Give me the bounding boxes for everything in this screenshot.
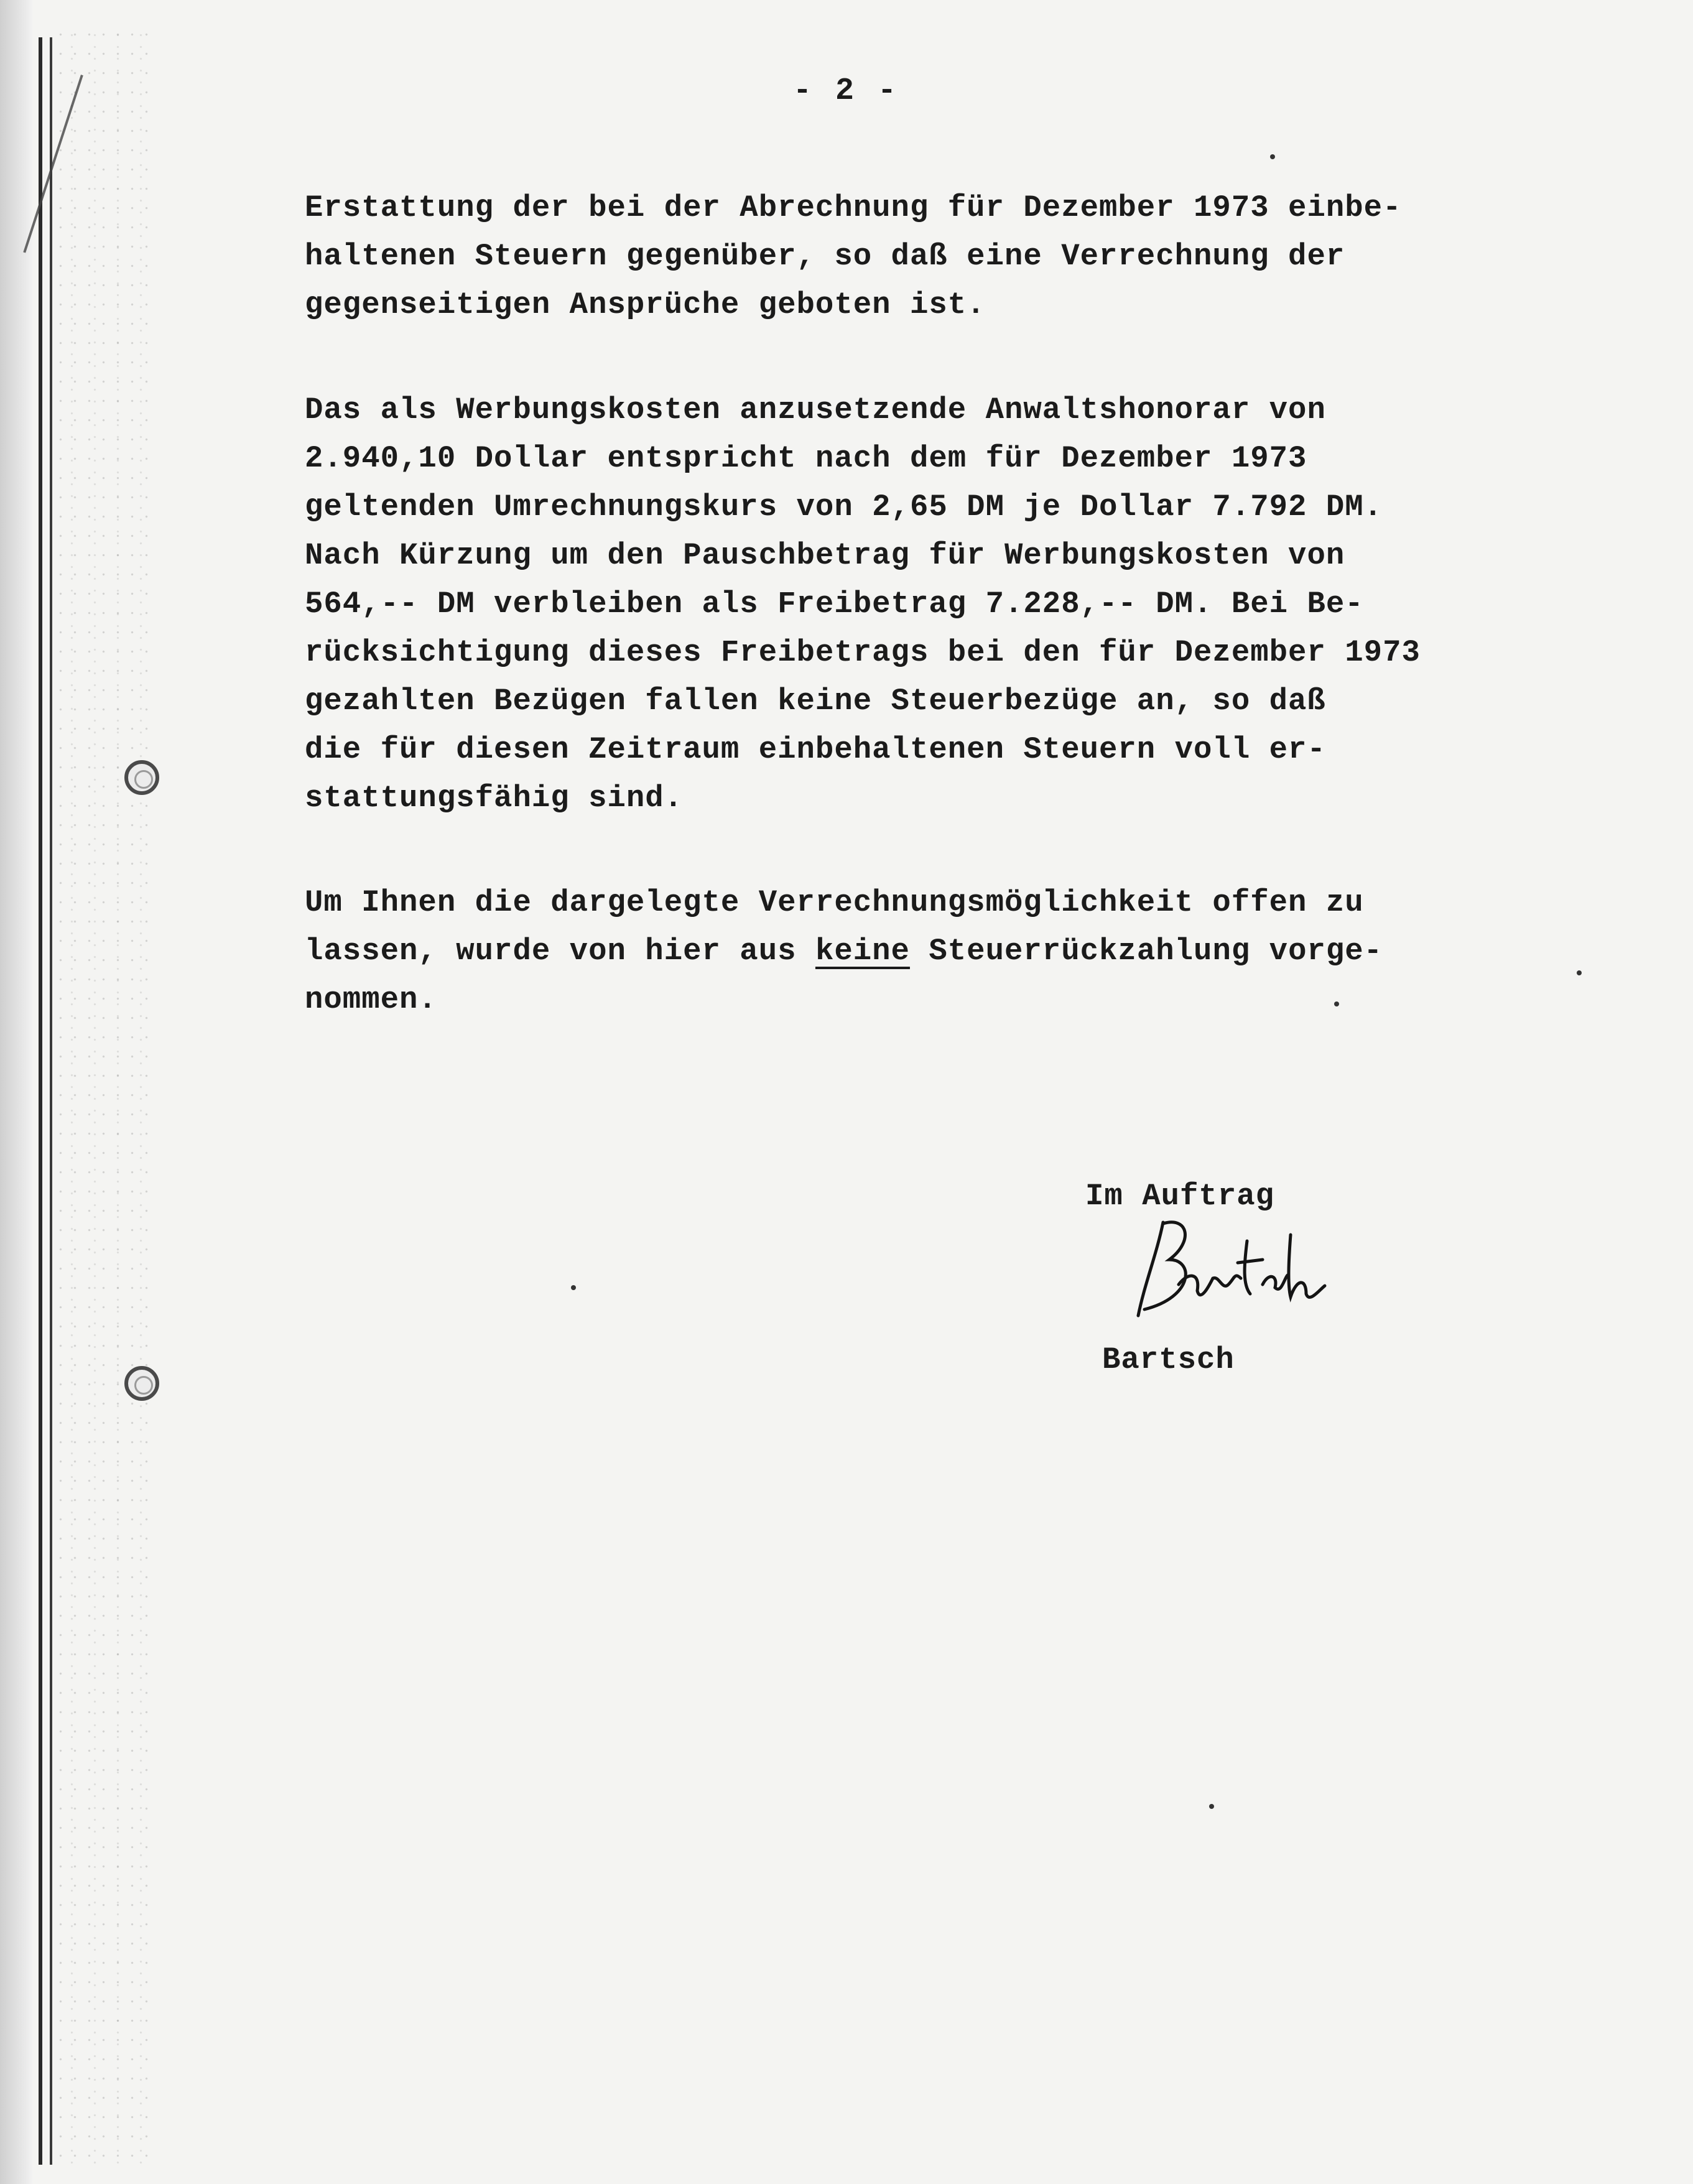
- underlined-word: keine: [815, 934, 910, 969]
- paragraph-3: [305, 878, 1468, 1024]
- punch-hole-icon: [124, 760, 159, 795]
- text-line: Um Ihnen die dargelegte Verrechnungsmöglichkeit offen zu: [305, 885, 1364, 920]
- text-line: gegenseitigen Ansprüche geboten ist.: [305, 287, 986, 322]
- scan-speck: [571, 1285, 576, 1290]
- scan-speck: [1334, 1001, 1339, 1006]
- signer-name: Bartsch: [1102, 1342, 1235, 1377]
- text-line: nommen.: [305, 982, 437, 1017]
- handwritten-signature-icon: [1120, 1216, 1331, 1322]
- text-segment: Steuerrückzahlung vorge-: [909, 934, 1383, 969]
- binding-edge: [0, 0, 32, 2184]
- paragraph-1: [305, 184, 1468, 329]
- punch-hole-icon: [124, 1366, 159, 1401]
- text-line: geltenden Umrechnungskurs von 2,65 DM je Dollar 7.792 DM.: [305, 490, 1383, 524]
- scan-speck: [1209, 1804, 1214, 1809]
- text-line: die für diesen Zeitraum einbehaltenen Steuern voll er-: [305, 732, 1326, 767]
- text-line: 2.940,10 Dollar entspricht nach dem für Dezember 1973: [305, 441, 1307, 476]
- text-line: [305, 927, 1468, 975]
- text-segment: lassen, wurde von hier aus: [305, 934, 815, 969]
- text-line: Das als Werbungskosten anzusetzende Anwaltshonorar von: [305, 393, 1326, 427]
- page-number: - 2 -: [792, 73, 899, 109]
- closing-phrase: Im Auftrag: [1085, 1179, 1275, 1214]
- text-line: haltenen Steuern gegenüber, so daß eine Verrechnung der: [305, 239, 1345, 274]
- scan-speck: [1270, 154, 1275, 159]
- text-line: Erstattung der bei der Abrechnung für Dezember 1973 einbe-: [305, 190, 1402, 225]
- text-line: Nach Kürzung um den Pauschbetrag für Werbungskosten von: [305, 538, 1345, 573]
- text-line: 564,-- DM verbleiben als Freibetrag 7.228,-- DM. Bei Be-: [305, 587, 1364, 621]
- scan-speck: [1577, 970, 1582, 975]
- scan-noise: [53, 25, 159, 2165]
- binding-line: [50, 37, 52, 2165]
- text-line: stattungsfähig sind.: [305, 781, 684, 816]
- text-line: gezahlten Bezügen fallen keine Steuerbezüge an, so daß: [305, 684, 1326, 718]
- paragraph-2: [305, 386, 1468, 822]
- binding-line: [39, 37, 42, 2165]
- text-line: rücksichtigung dieses Freibetrags bei den für Dezember 1973: [305, 635, 1421, 670]
